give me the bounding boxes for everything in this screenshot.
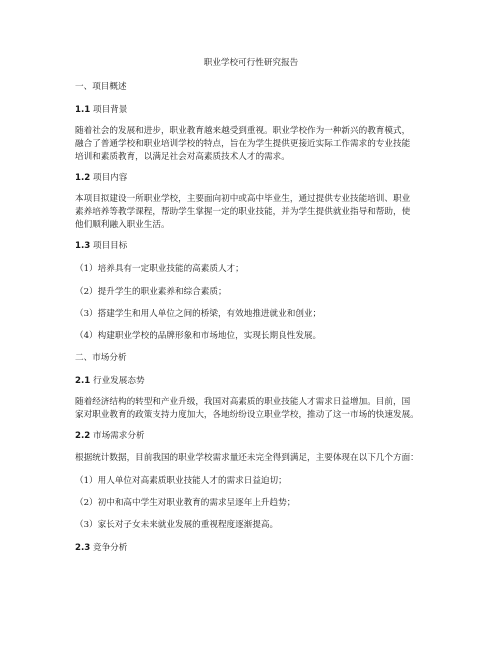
section-heading-market: 二、市场分析 <box>75 353 127 363</box>
list-item: （1）培养具有一定职业技能的高素质人才； <box>75 264 244 274</box>
paragraph-line: 他们顺利融入职业生活。 <box>75 220 170 230</box>
list-item: （4）构建职业学校的品牌形象和市场地位，实现长期良性发展。 <box>75 331 322 341</box>
subsection-title: 项目目标 <box>92 241 128 251</box>
subsection-title: 市场需求分析 <box>92 431 145 441</box>
paragraph-line: 根据统计数据，目前我国的职业学校需求量还未完全得到满足，主要体现在以下几个方面： <box>75 453 419 463</box>
subsection-heading-content <box>75 172 127 184</box>
subsection-heading-goals <box>75 240 127 252</box>
subsection-title: 竞争分析 <box>92 543 128 553</box>
paragraph-line: 本项目拟建设一所职业学校，主要面向初中或高中毕业生，通过提供专业技能培训、职业 <box>75 194 411 204</box>
list-item: （1）用人单位对高素质职业技能人才的需求日益迫切； <box>75 476 287 486</box>
subsection-title: 项目背景 <box>92 105 128 115</box>
paragraph-line: 融合了普通学校和职业培训学校的特点，旨在为学生提供更接近实际工作需求的专业技能 <box>75 139 411 149</box>
list-item: （2）初中和高中学生对职业教育的需求呈逐年上升趋势； <box>75 498 296 508</box>
subsection-title: 项目内容 <box>92 173 128 183</box>
subsection-number: 2.2 <box>75 431 91 441</box>
list-item: （3）家长对子女未来就业发展的重视程度逐渐提高。 <box>75 520 279 530</box>
subsection-number: 1.3 <box>75 241 91 251</box>
paragraph-line: 随着社会的发展和进步，职业教育越来越受到重视。职业学校作为一种新兴的教育模式， <box>75 126 411 136</box>
subsection-title: 行业发展态势 <box>92 376 145 386</box>
section-heading-overview: 一、项目概述 <box>75 82 127 92</box>
subsection-number: 2.3 <box>75 543 91 553</box>
subsection-heading-background <box>75 104 127 116</box>
document-title: 职业学校可行性研究报告 <box>203 58 299 68</box>
paragraph-line: 家对职业教育的政策支持力度加大，各地纷纷设立职业学校，推动了这一市场的快速发展。 <box>75 410 419 420</box>
paragraph-line: 素养培养等教学课程，帮助学生掌握一定的职业技能，并为学生提供就业指导和帮助，使 <box>75 207 411 217</box>
paragraph-line: 随着经济结构的转型和产业升级，我国对高素质的职业技能人才需求日益增加。目前，国 <box>75 397 411 407</box>
subsection-number: 1.1 <box>75 105 91 115</box>
list-item: （2）提升学生的职业素养和综合素质； <box>75 287 227 297</box>
subsection-heading-competition <box>75 542 127 554</box>
subsection-number: 1.2 <box>75 173 91 183</box>
subsection-heading-demand <box>75 430 145 442</box>
paragraph-line: 培训和素质教育，以满足社会对高素质技术人才的需求。 <box>75 152 290 162</box>
subsection-heading-trend <box>75 375 145 387</box>
subsection-number: 2.1 <box>75 376 91 386</box>
list-item: （3）搭建学生和用人单位之间的桥梁，有效地推进就业和创业； <box>75 309 322 319</box>
